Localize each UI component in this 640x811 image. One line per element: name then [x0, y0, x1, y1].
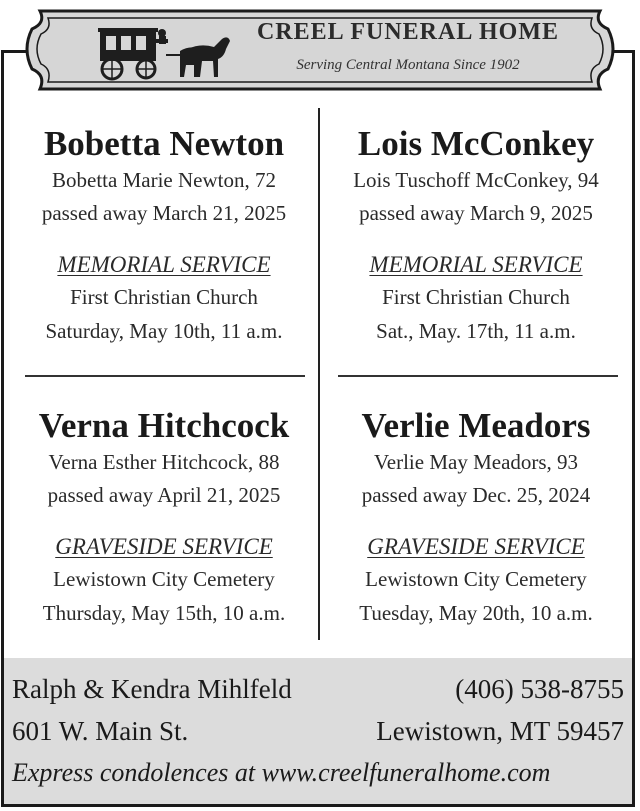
obituary-service-datetime: Sat., May. 17th, 11 a.m.	[376, 319, 576, 343]
obituary-service-location: First Christian Church	[70, 285, 258, 309]
obituary-service-location: Lewistown City Cemetery	[53, 567, 275, 591]
funeral-home-tagline: Serving Central Montana Since 1902	[296, 57, 520, 73]
street-address: 601 W. Main St.	[12, 716, 189, 746]
obituary-service-location: First Christian Church	[382, 285, 570, 309]
obituary-full-name-age: Verlie May Meadors, 93	[373, 450, 579, 474]
obituary-passed-date: passed away Dec. 25, 2024	[361, 483, 591, 507]
obituary-passed-date: passed away April 21, 2025	[47, 483, 281, 507]
horse-drawn-hearse-icon	[96, 25, 236, 81]
city-state-zip: Lewistown, MT 59457	[376, 716, 624, 746]
obituary-full-name-age: Lois Tuschoff McConkey, 94	[353, 168, 599, 192]
obituary-card	[326, 406, 626, 630]
obituary-service-type: MEMORIAL SERVICE	[369, 252, 583, 277]
obituary-service-datetime: Thursday, May 15th, 10 a.m.	[42, 601, 286, 625]
obituary-full-name-age: Bobetta Marie Newton, 72	[52, 168, 276, 192]
obituary-full-name-age: Verna Esther Hitchcock, 88	[48, 450, 280, 474]
obituary-passed-date: passed away March 9, 2025	[359, 201, 593, 225]
obituary-card	[14, 406, 314, 630]
obituary-service-type: GRAVESIDE SERVICE	[367, 534, 585, 559]
obituary-service-location: Lewistown City Cemetery	[365, 567, 587, 591]
obituary-name: Lois McConkey	[357, 124, 595, 163]
column-divider	[318, 108, 320, 640]
obituary-name: Verna Hitchcock	[38, 406, 290, 445]
obituary-card	[326, 124, 626, 348]
obituary-card	[14, 124, 314, 348]
obituary-service-type: MEMORIAL SERVICE	[57, 252, 271, 277]
obituary-passed-date: passed away March 21, 2025	[41, 201, 287, 225]
obituary-service-type: GRAVESIDE SERVICE	[55, 534, 273, 559]
obituary-name: Verlie Meadors	[361, 406, 591, 445]
obituary-service-datetime: Saturday, May 10th, 11 a.m.	[45, 319, 283, 343]
row-divider-left	[25, 375, 305, 377]
row-divider-right	[338, 375, 618, 377]
condolences-link[interactable]: Express condolences at www.creelfuneralhome.com	[12, 758, 551, 787]
obituary-service-datetime: Tuesday, May 20th, 10 a.m.	[359, 601, 593, 625]
header-banner	[22, 3, 618, 96]
contact-footer	[4, 658, 632, 804]
funeral-home-name: CREEL FUNERAL HOME	[256, 19, 560, 45]
obituary-name: Bobetta Newton	[43, 124, 285, 163]
owners-name: Ralph & Kendra Mihlfeld	[12, 674, 292, 704]
phone-number[interactable]: (406) 538-8755	[455, 674, 624, 704]
